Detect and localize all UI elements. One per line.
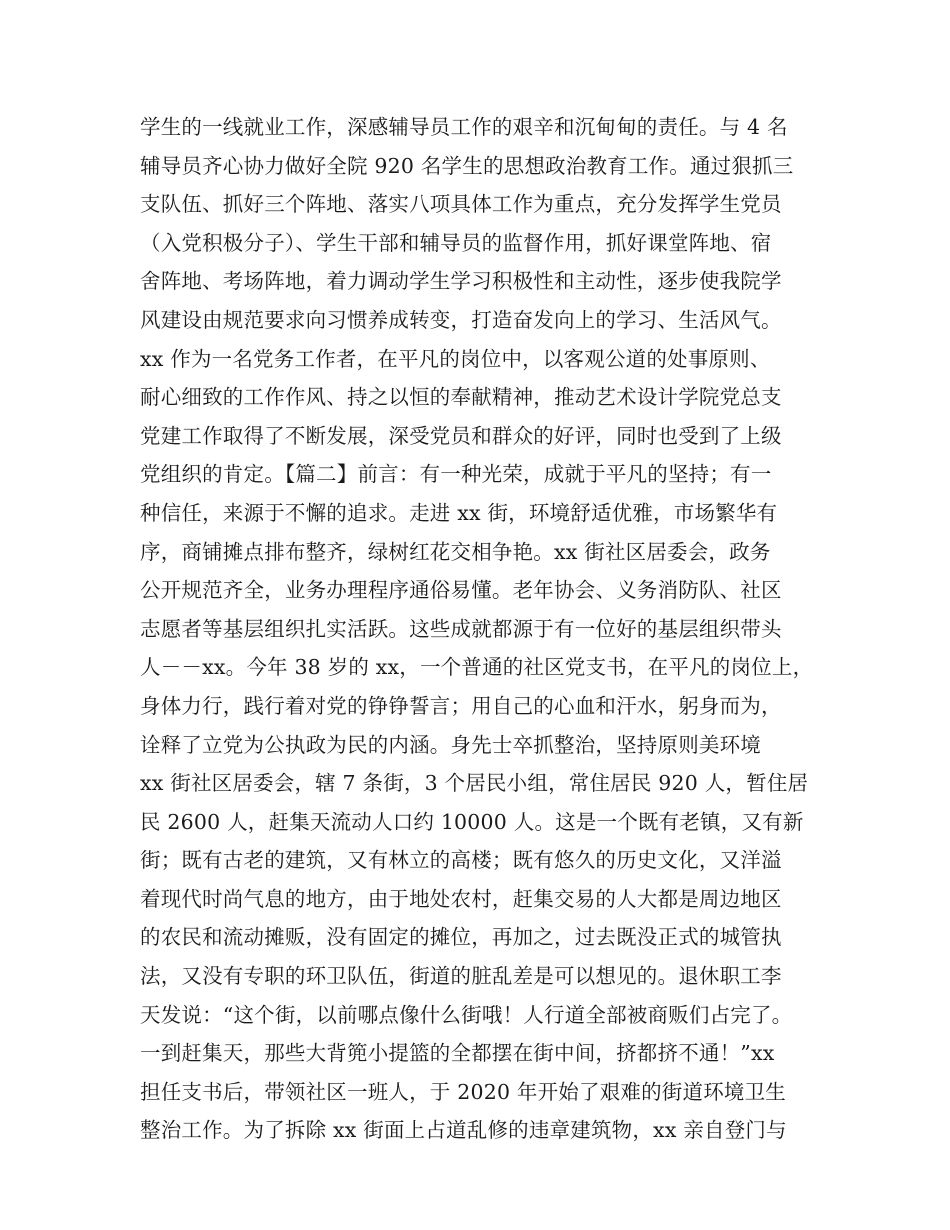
text-line: 序，商铺摊点排布整齐，绿树红花交相争艳。xx 街社区居委会，政务	[140, 539, 771, 564]
text-line: 舍阵地、考场阵地，着力调动学生学习积极性和主动性，逐步使我院学	[140, 269, 782, 294]
text-line: 的农民和流动摊贩，没有固定的摊位，再加之，过去既没正式的城管执	[140, 925, 782, 950]
text-line: 党组织的肯定。【篇二】前言：有一种光荣，成就于平凡的坚持；有一	[140, 462, 772, 487]
text-line: 耐心细致的工作作风、持之以恒的奉献精神，推动艺术设计学院党总支	[140, 385, 782, 410]
text-line: 公开规范齐全，业务办理程序通俗易懂。老年协会、义务消防队、社区	[140, 578, 782, 603]
text-line: 整治工作。为了拆除 xx 街面上占道乱修的违章建筑物，xx 亲自登门与	[140, 1118, 787, 1143]
text-line: 诠释了立党为公执政为民的内涵。身先士卒抓整治，坚持原则美环境	[140, 732, 761, 757]
text-line: 党建工作取得了不断发展，深受党员和群众的好评，同时也受到了上级	[140, 423, 782, 448]
body-text	[140, 108, 840, 1150]
text-line: 着现代时尚气息的地方，由于地处农村，赶集交易的人大都是周边地区	[140, 886, 782, 911]
text-line: 街；既有古老的建筑，又有林立的高楼；既有悠久的历史文化，又洋溢	[140, 848, 782, 873]
text-line: 种信任，来源于不懈的追求。走进 xx 街，环境舒适优雅，市场繁华有	[140, 500, 778, 525]
text-line: 支队伍、抓好三个阵地、落实八项具体工作为重点，充分发挥学生党员	[140, 192, 782, 217]
text-line: xx 街社区居委会，辖 7 条街，3 个居民小组，常住居民 920 人，暂住居	[140, 771, 809, 796]
text-line: 风建设由规范要求向习惯养成转变，打造奋发向上的学习、生活风气。	[140, 307, 782, 332]
text-line: 志愿者等基层组织扎实活跃。这些成就都源于有一位好的基层组织带头	[140, 616, 782, 641]
text-line: 身体力行，践行着对党的铮铮誓言；用自己的心血和汗水，躬身而为，	[140, 693, 782, 718]
text-line: （入党积极分子）、学生干部和辅导员的监督作用，抓好课堂阵地、宿	[140, 230, 772, 255]
text-line: 辅导员齐心协力做好全院 920 名学生的思想政治教育工作。通过狠抓三	[140, 153, 794, 178]
text-line: 人－－xx。今年 38 岁的 xx，一个普通的社区党支书，在平凡的岗位上，	[140, 655, 814, 680]
text-line: 民 2600 人，赶集天流动人口约 10000 人。这是一个既有老镇，又有新	[140, 809, 804, 834]
text-line: 担任支书后，带领社区一班人，于 2020 年开始了艰难的街道环境卫生	[140, 1079, 787, 1104]
text-line: 法，又没有专职的环卫队伍，街道的脏乱差是可以想见的。退休职工李	[140, 964, 782, 989]
text-line: 学生的一线就业工作，深感辅导员工作的艰辛和沉甸甸的责任。与 4 名	[140, 115, 788, 139]
text-line: 一到赶集天，那些大背篼小提篮的全都摆在街中间，挤都挤不通！”xx	[140, 1041, 775, 1066]
text-line: 天发说：“这个街，以前哪点像什么街哦！人行道全部被商贩们占完了。	[140, 1002, 793, 1027]
text-line: xx 作为一名党务工作者，在平凡的岗位中，以客观公道的处事原则、	[140, 346, 771, 371]
